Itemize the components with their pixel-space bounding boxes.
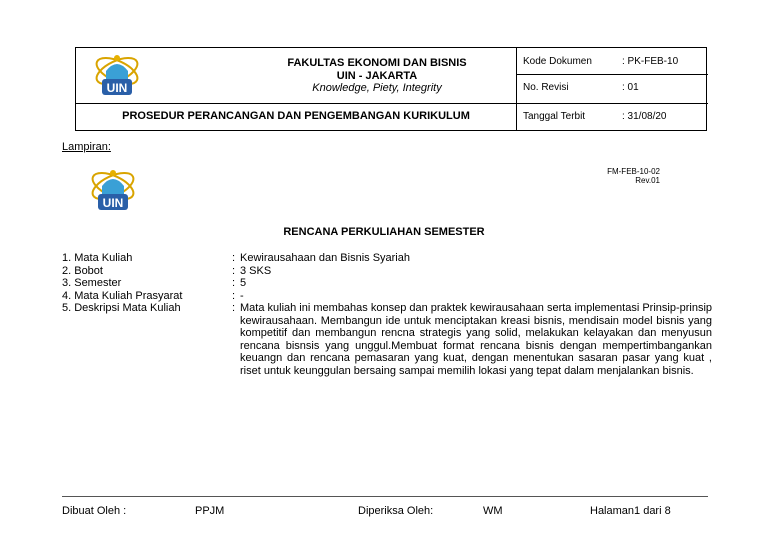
document-title: RENCANA PERKULIAHAN SEMESTER bbox=[283, 226, 485, 238]
university-name: UIN - JAKARTA bbox=[336, 70, 418, 82]
logo-text: UIN bbox=[106, 81, 128, 95]
field-row: 5. Deskripsi Mata Kuliah : Mata kuliah ini membahas konsep dan praktek kewirausahaan serta implementasi Prinsip-prinsip kewirausahaan. Membangun ide untuk menciptakan kreasi bisnis, mendisain model bisnis yang kompetitif dan membangun rencna strategis yang solid, melakukan kelayakan dan menyusun rencana bisnsis yang unggul.Membuat format rencana bisnis dengan mempertimbangankan keuangn dan rencana pemasaran yang kuat, dengan menentukan sasaran pasar yang kuat , riset untuk keunggulan bersaing sampai memilih lokasi yang tepat dalam menjalankan bisnis. bbox=[62, 302, 713, 377]
field-row: 3. Semester : 5 bbox=[62, 277, 712, 290]
field-value: 3 SKS bbox=[240, 264, 272, 277]
field-value: 5 bbox=[240, 277, 247, 289]
field-row: 4. Mata Kuliah Prasyarat : - bbox=[62, 290, 712, 303]
field-label: 2. Bobot bbox=[62, 264, 103, 277]
meta-value: : 01 bbox=[622, 82, 639, 93]
uin-logo-icon bbox=[92, 51, 142, 99]
field-label: 1. Mata Kuliah bbox=[62, 252, 133, 264]
faculty-name: FAKULTAS EKONOMI DAN BISNIS bbox=[287, 57, 467, 69]
made-by-label: Dibuat Oleh : bbox=[62, 505, 127, 517]
course-fields bbox=[62, 252, 712, 377]
document-header bbox=[75, 47, 707, 131]
meta-value: : PK-FEB-10 bbox=[622, 56, 679, 67]
meta-label: Kode Dokumen bbox=[523, 56, 592, 67]
form-code: FM-FEB-10-02 bbox=[607, 167, 660, 176]
lampiran-label: Lampiran: bbox=[62, 141, 111, 153]
form-code-block bbox=[560, 167, 660, 185]
field-label: 4. Mata Kuliah Prasyarat bbox=[62, 289, 183, 302]
meta-label: Tanggal Terbit bbox=[523, 111, 586, 122]
logo-text: UIN bbox=[102, 196, 124, 210]
meta-label: No. Revisi bbox=[523, 82, 569, 93]
meta-divider bbox=[517, 74, 708, 75]
header-meta bbox=[516, 48, 707, 130]
motto: Knowledge, Piety, Integrity bbox=[312, 82, 442, 94]
checked-by-label: Diperiksa Oleh: bbox=[358, 505, 434, 517]
footer-divider bbox=[62, 496, 708, 497]
field-value: - bbox=[240, 289, 244, 302]
field-row: 1. Mata Kuliah : Kewirausahaan dan Bisnis Syariah bbox=[62, 252, 712, 265]
checked-by: WM bbox=[483, 505, 503, 517]
field-label: 3. Semester bbox=[62, 277, 122, 289]
procedure-title: PROSEDUR PERANCANGAN DAN PENGEMBANGAN KURIKULUM bbox=[122, 110, 470, 122]
uin-logo-icon bbox=[88, 166, 138, 214]
made-by: PPJM bbox=[195, 505, 225, 517]
page-number: Halaman1 dari 8 bbox=[590, 505, 671, 517]
meta-value: : 31/08/20 bbox=[622, 111, 667, 122]
field-label: 5. Deskripsi Mata Kuliah bbox=[62, 302, 181, 314]
meta-divider bbox=[517, 103, 708, 104]
form-revision: Rev.01 bbox=[635, 176, 660, 185]
field-value: Kewirausahaan dan Bisnis Syariah bbox=[240, 252, 410, 264]
field-row: 2. Bobot : 3 SKS bbox=[62, 265, 712, 278]
header-logo-cell bbox=[76, 48, 163, 103]
field-value: Mata kuliah ini membahas konsep dan praktek kewirausahaan serta implementasi Prinsip-prinsip kewirausahaan. Membangun ide untuk menciptakan kreasi bisnis, mendisain model bisnis yang kompetitif dan membangun rencna strategis yang solid, melakukan kelayakan dan menyusun rencana bisnsis yang unggul.Membuat format rencana bisnis dengan mempertimbangankan keuangn dan rencana pemasaran yang kuat, dengan menentukan sasaran pasar yang kuat , riset untuk keunggulan bersaing sampai memilih lokasi yang tepat dalam menjalankan bisnis. bbox=[240, 302, 713, 377]
